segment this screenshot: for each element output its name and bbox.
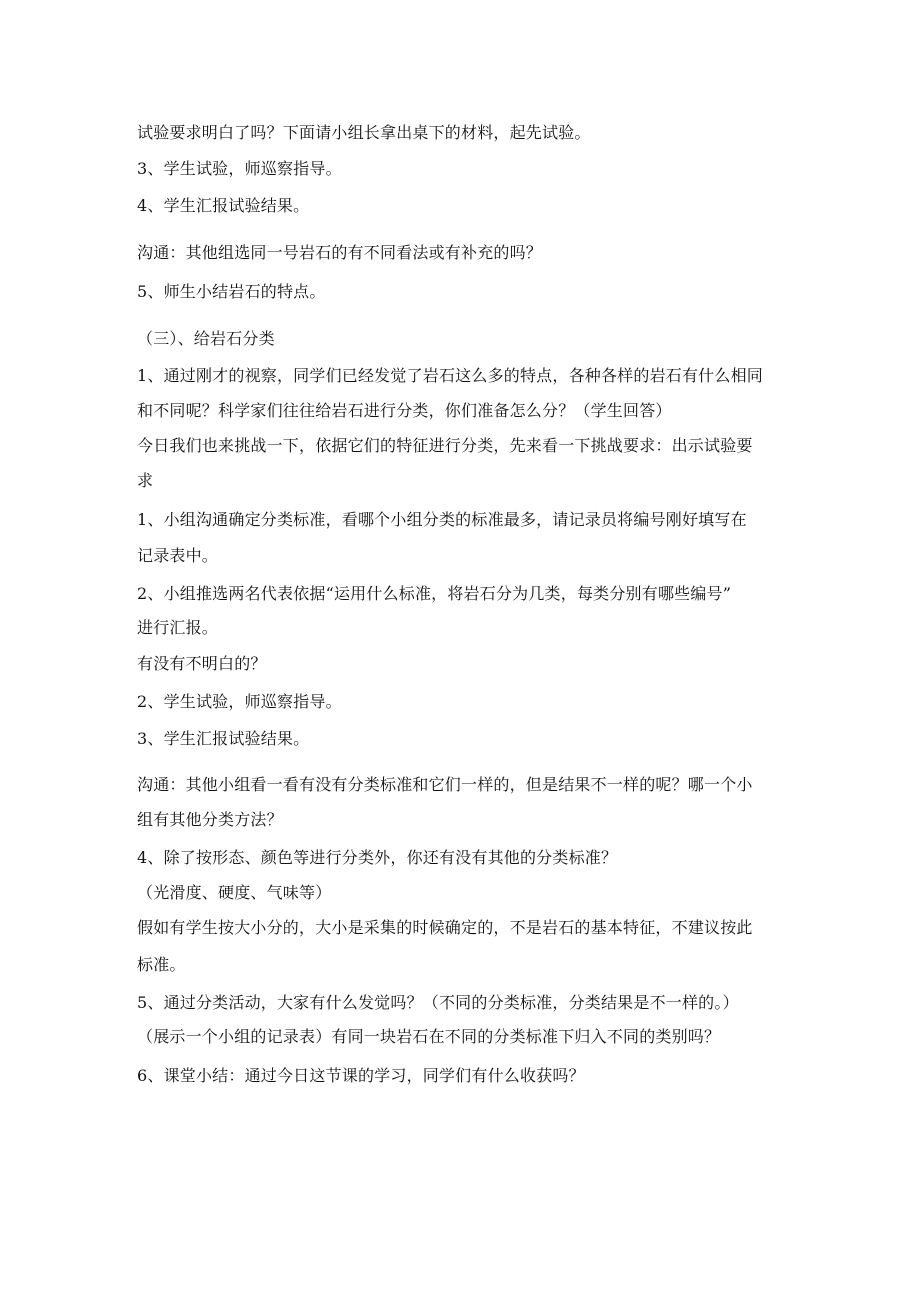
text-line: 6、课堂小结：通过今日这节课的学习，同学们有什么收获吗？ [137,1066,585,1085]
text-line: 4、学生汇报试验结果。 [137,196,310,215]
text-line: （展示一个小组的记录表）有同一块岩石在不同的分类标准下归入不同的类别吗？ [137,1027,721,1046]
text-line: 2、学生试验，师巡察指导。 [137,692,342,711]
text-line: 假如有学生按大小分的，大小是采集的时候确定的，不是岩石的基本特征，不建议按此 [137,918,753,937]
text-line: （光滑度、硬度、气味等） [137,883,332,902]
text-line: 和不同呢？科学家们往往给岩石进行分类，你们准备怎么分？（学生回答） [137,401,672,420]
text-line: 记录表中。 [137,546,219,565]
text-line: 求 [137,471,154,490]
text-line: 沟通：其他小组看一看有没有分类标准和它们一样的，但是结果不一样的呢？哪一个小 [137,775,753,794]
text-line: 进行汇报。 [137,618,219,637]
text-line: 1、通过刚才的视察，同学们已经发觉了岩石这么多的特点，各种各样的岩石有什么相同 [137,366,763,385]
section-heading: （三）、给岩石分类 [137,329,275,348]
text-line: 标准。 [137,955,186,974]
text-line: 3、学生试验，师巡察指导。 [137,159,342,178]
text-line: 沟通：其他组选同一号岩石的有不同看法或有补充的吗？ [137,243,543,262]
text-line: 5、师生小结岩石的特点。 [137,282,326,301]
text-line: 组有其他分类方法？ [137,810,283,829]
text-line: 2、小组推选两名代表依据“运用什么标准，将岩石分为几类，每类分别有哪些编号” [137,584,732,603]
text-line: 4、除了按形态、颜色等进行分类外，你还有没有其他的分类标准？ [137,848,618,867]
text-line: 5、通过分类活动，大家有什么发觉吗？（不同的分类标准，分类结果是不一样的。） [137,993,739,1012]
text-line: 今日我们也来挑战一下，依据它们的特征进行分类，先来看一下挑战要求：出示试验要 [137,436,753,455]
text-line: 试验要求明白了吗？下面请小组长拿出桌下的材料，起先试验。 [137,123,591,142]
text-line: 有没有不明白的？ [137,654,267,673]
text-line: 1、小组沟通确定分类标准，看哪个小组分类的标准最多，请记录员将编号刚好填写在 [137,510,747,529]
text-line: 3、学生汇报试验结果。 [137,729,310,748]
